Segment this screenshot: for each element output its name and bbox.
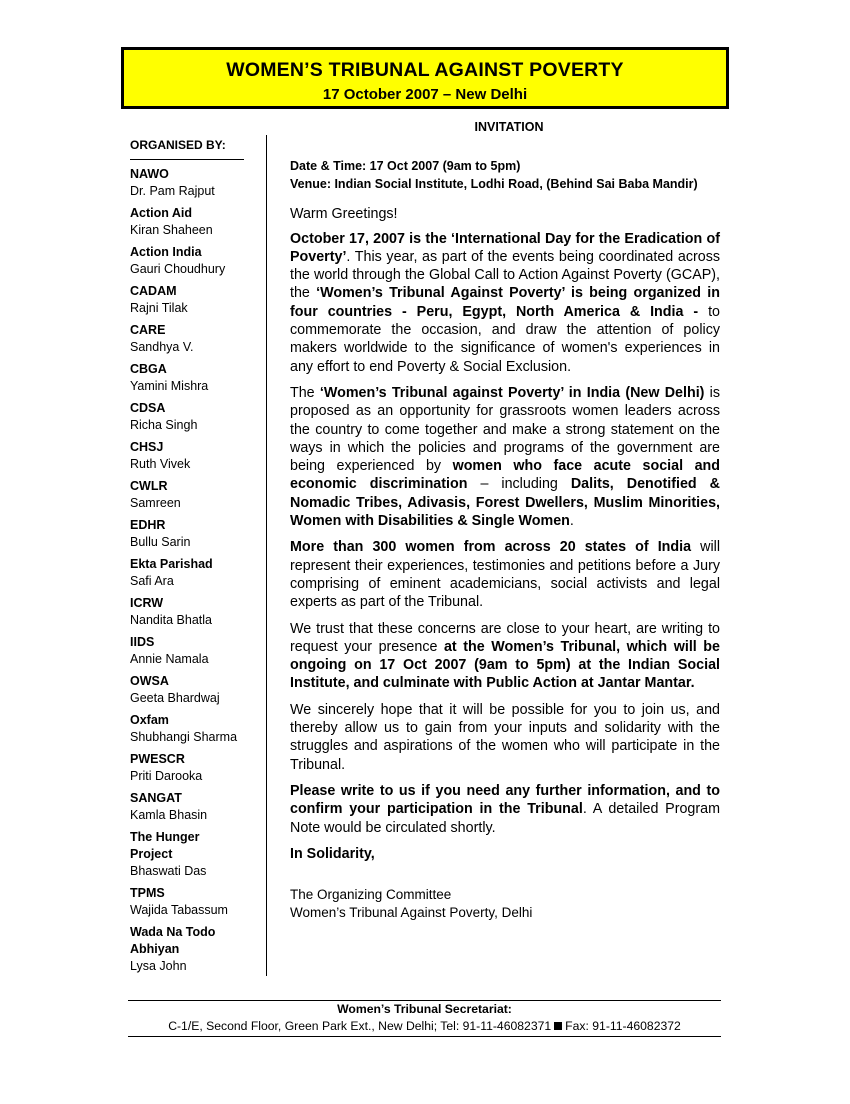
bold-text: Dalits, Denotified & Nomadic Tribes, Adivasis, Forest Dwellers, Muslim Minorities, Women with Disabilities & Single Women [290, 476, 720, 530]
paragraph-hope [290, 701, 720, 774]
greeting: Warm Greetings! [290, 206, 398, 223]
organiser-item [130, 556, 250, 590]
organisation-name: CARE [130, 323, 166, 337]
organiser-item [130, 166, 250, 200]
organisation-name: Oxfam [130, 713, 169, 727]
bold-text: More than 300 women from across 20 states of India [290, 539, 692, 556]
signature-line: The Organizing Committee [290, 887, 452, 903]
body-text: will represent their experiences, testimonies and petitions before a Jury comprising of eminent academicians, social activists and legal experts as part of the Tribunal. [290, 539, 720, 611]
organisation-contact: Gauri Choudhury [130, 262, 226, 276]
body-text: is proposed as an opportunity for grassroots women leaders across the country to come together and make a strong statement on the ways in which the policies and programs of the government are being experienced by [290, 384, 720, 475]
organiser-item [130, 205, 250, 239]
body-text: . [569, 513, 574, 530]
organiser-item [130, 322, 250, 356]
organiser-item [130, 829, 250, 880]
paragraph-request-presence [290, 620, 720, 693]
organisation-name: CWLR [130, 479, 168, 493]
organisation-contact: Kamla Bhasin [130, 808, 208, 822]
organisation-contact: Ruth Vivek [130, 457, 191, 471]
organiser-item [130, 400, 250, 434]
organiser-item [130, 595, 250, 629]
body-text: . This year, as part of the events being coordinated across the world through the Global Call to Action Against Poverty (GCAP), the [290, 248, 720, 302]
organisation-contact: Annie Namala [130, 652, 209, 666]
organiser-item [130, 439, 250, 473]
closing: In Solidarity, [290, 845, 375, 862]
organiser-item [130, 673, 250, 707]
organisation-name: PWESCR [130, 752, 185, 766]
organisation-name: CDSA [130, 401, 166, 415]
organisation-contact: Priti Darooka [130, 769, 203, 783]
paragraph-participants [290, 538, 720, 611]
organiser-item [130, 361, 250, 395]
body-text: We trust that these concerns are close to your heart, are writing to request your presence [290, 620, 720, 655]
organisers-sidebar [130, 137, 250, 980]
organiser-item [130, 634, 250, 668]
bold-text: ‘Women’s Tribunal Against Poverty’ is being organized in four countries - Peru, Egypt, North America & India - [290, 285, 720, 320]
organisation-name: Ekta Parishad [130, 557, 213, 571]
organisation-contact: Wajida Tabassum [130, 903, 228, 917]
document-subtitle: 17 October 2007 – New Delhi [322, 86, 528, 103]
organisation-contact: Kiran Shaheen [130, 223, 213, 237]
organisation-contact: Richa Singh [130, 418, 198, 432]
organisation-name: Action Aid [130, 206, 193, 220]
organisation-contact: Lysa John [130, 959, 187, 973]
body-text: We sincerely hope that it will be possible for you to join us, and thereby allow us to gain from your inputs and solidarity with the struggles and aspirations of the women who will participate in the Tribunal. [290, 701, 720, 773]
organisation-name: SANGAT [130, 791, 182, 805]
organisation-contact: Safi Ara [130, 574, 174, 588]
organisation-contact: Bullu Sarin [130, 535, 191, 549]
organisation-name: ICRW [130, 596, 164, 610]
black-square-icon [554, 1022, 562, 1030]
invitation-heading: INVITATION [474, 120, 544, 134]
organisation-contact: Samreen [130, 496, 181, 510]
event-details [290, 157, 720, 193]
organiser-item [130, 751, 250, 785]
organiser-item [130, 885, 250, 919]
organisation-contact: Shubhangi Sharma [130, 730, 238, 744]
organisation-name: The Hunger Project [130, 830, 200, 861]
organisation-name: Action India [130, 245, 202, 259]
paragraph-international-day [290, 230, 720, 376]
organisation-name: NAWO [130, 167, 169, 181]
footer-title: Women’s Tribunal Secretariat: [337, 1002, 512, 1016]
organisation-name: CBGA [130, 362, 167, 376]
organisation-name: CHSJ [130, 440, 164, 454]
organisation-contact: Nandita Bhatla [130, 613, 213, 627]
organiser-item [130, 924, 250, 975]
organisation-contact: Dr. Pam Rajput [130, 184, 215, 198]
organisation-name: EDHR [130, 518, 166, 532]
organisation-name: TPMS [130, 886, 165, 900]
organisation-name: CADAM [130, 284, 177, 298]
organisation-contact: Yamini Mishra [130, 379, 209, 393]
bold-text: ‘Women’s Tribunal against Poverty’ in India (New Delhi) [319, 384, 705, 401]
document-title: WOMEN’S TRIBUNAL AGAINST POVERTY [226, 59, 624, 81]
signature-line: Women’s Tribunal Against Poverty, Delhi [290, 905, 533, 921]
footer [128, 1000, 721, 1037]
title-banner [121, 47, 729, 109]
organiser-item [130, 790, 250, 824]
column-divider [266, 135, 267, 976]
organisers-heading: ORGANISED BY: [130, 137, 244, 160]
organisation-name: OWSA [130, 674, 169, 688]
organiser-item [130, 244, 250, 278]
organiser-item [130, 478, 250, 512]
bold-text: women who face acute social and economic discrimination [290, 458, 720, 493]
paragraph-tribunal-india [290, 384, 720, 530]
bold-text: Please write to us if you need any further information, and to confirm your participation in the Tribunal [290, 782, 720, 818]
paragraph-contact [290, 782, 720, 837]
date-time: Date & Time: 17 Oct 2007 (9am to 5pm) [290, 159, 521, 174]
organisation-contact: Sandhya V. [130, 340, 194, 354]
invitation-body [290, 118, 720, 922]
body-text: . A detailed Program Note would be circulated shortly. [290, 801, 721, 836]
signature [290, 886, 720, 922]
body-text: to commemorate the occasion, and draw the attention of policy makers worldwide to the significance of women's experiences in any effort to end Poverty & Social Exclusion. [290, 303, 720, 375]
organisation-name: Wada Na Todo Abhiyan [130, 925, 216, 956]
footer-contact [128, 1018, 721, 1035]
venue: Venue: Indian Social Institute, Lodhi Road, (Behind Sai Baba Mandir) [290, 177, 698, 192]
organisation-contact: Geeta Bhardwaj [130, 691, 220, 705]
organiser-item [130, 712, 250, 746]
footer-fax: Fax: 91-11-46082372 [565, 1019, 681, 1033]
organisation-contact: Bhaswati Das [130, 864, 207, 878]
organisation-name: IIDS [130, 635, 155, 649]
body-text: – including [467, 476, 571, 493]
footer-address: C-1/E, Second Floor, Green Park Ext., New Delhi; Tel: 91-11-46082371 [168, 1019, 552, 1033]
bold-text: at the Women’s Tribunal, which will be ongoing on 17 Oct 2007 (9am to 5pm) at the Indian Social Institute, and culminate with Public Action at Jantar Mantar. [290, 638, 720, 692]
bold-text: October 17, 2007 is the ‘International Day for the Eradication of Poverty’ [290, 230, 720, 265]
organisation-contact: Rajni Tilak [130, 301, 188, 315]
body-text: The [290, 384, 320, 401]
organiser-item [130, 283, 250, 317]
organiser-item [130, 517, 250, 551]
